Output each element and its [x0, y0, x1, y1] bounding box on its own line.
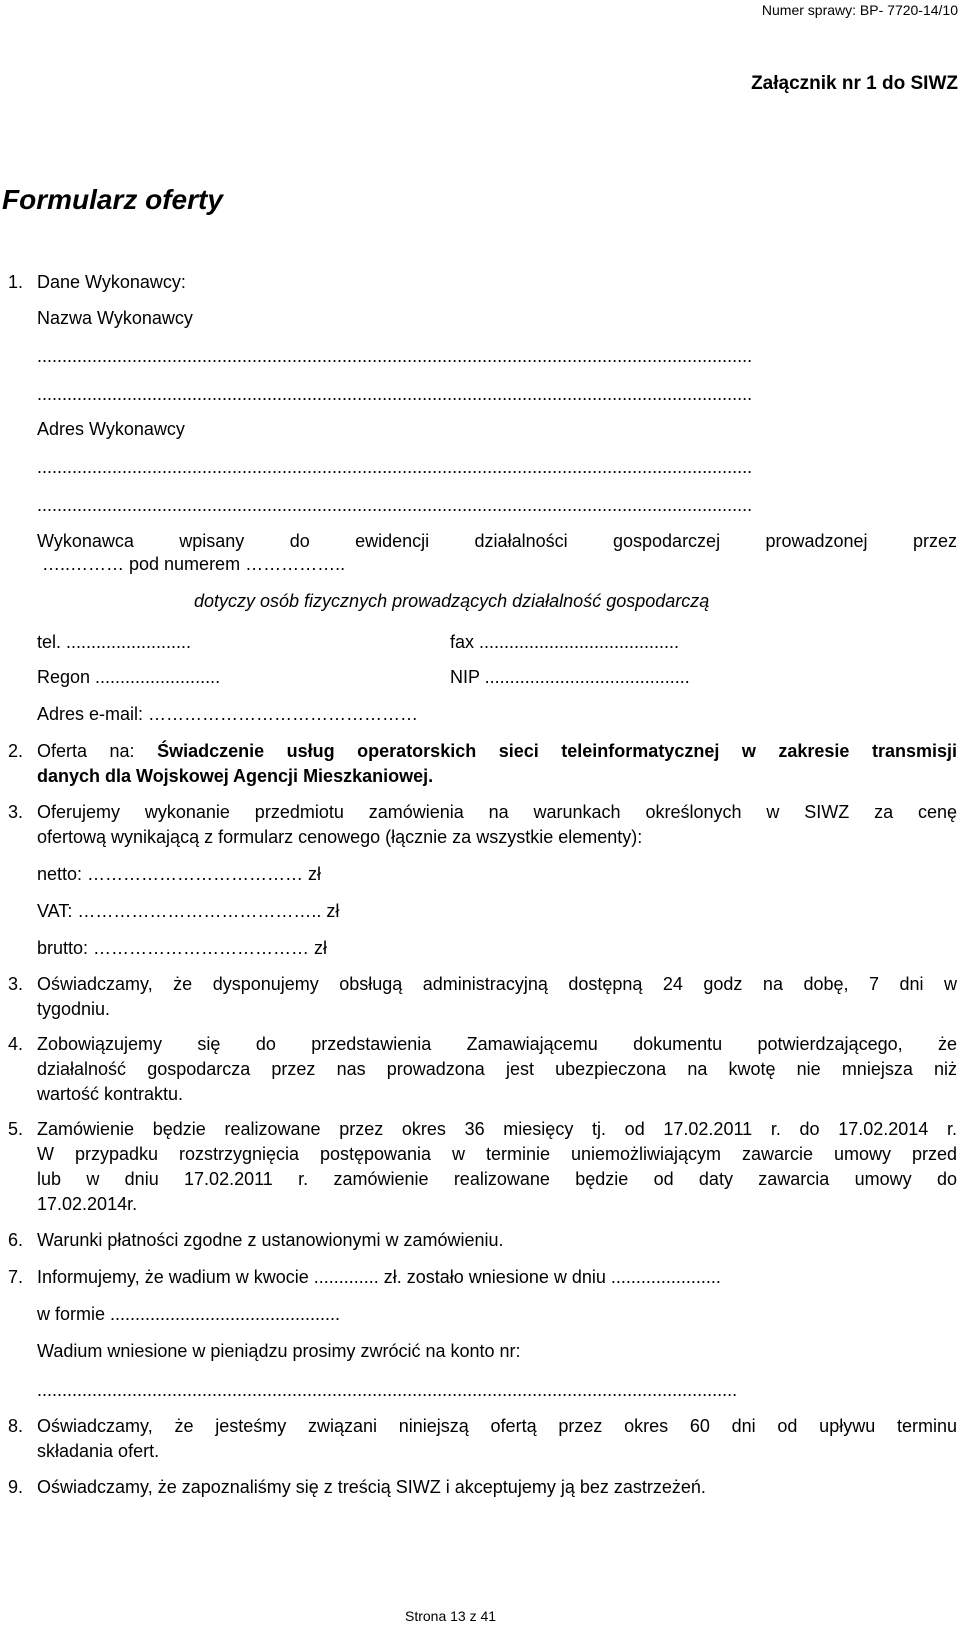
- section-3a-line: ofertową wynikającą z formularz cenowego (łącznie za wszystkie elementy):: [37, 827, 643, 847]
- section-5-text: [37, 1118, 957, 1218]
- section-9-text: Oświadczamy, że zapoznaliśmy się z treścią SIWZ i akceptujemy ją bez zastrzeżeń.: [37, 1477, 706, 1497]
- attachment-label: Załącznik nr 1 do SIWZ: [751, 73, 958, 94]
- section-3b-line: tygodniu.: [37, 999, 111, 1019]
- name-dots-2[interactable]: ...............................................................................................................................................: [37, 384, 753, 404]
- registry-line-1: [37, 530, 957, 552]
- section-8-line: Oświadczamy, że jesteśmy związani niniejszą ofertą przez okres 60 dni od upływu terminu: [37, 1416, 957, 1436]
- case-number: Numer sprawy: BP- 7720-14/10: [761, 2, 958, 18]
- page-number: Strona 13 z 41: [405, 1608, 497, 1624]
- registry-word: Wykonawca: [37, 531, 134, 551]
- section-6-number: 6.: [8, 1230, 24, 1250]
- section-8-number: 8.: [8, 1416, 24, 1436]
- regon-field[interactable]: Regon .........................: [37, 667, 221, 687]
- section-5-line: 17.02.2014r.: [37, 1194, 138, 1214]
- section-5-line: Zamówienie będzie realizowane przez okres 36 miesięcy tj. od 17.02.2011 r. do 17.02.2014 r.: [37, 1119, 957, 1139]
- section-3a-number: 3.: [8, 802, 24, 822]
- email-field[interactable]: Adres e-mail: ………………………………………: [37, 704, 419, 724]
- section-5-number: 5.: [8, 1119, 24, 1139]
- registry-note: dotyczy osób fizycznych prowadzących działalność gospodarczą: [194, 591, 710, 611]
- section-2-text: [37, 740, 957, 790]
- tel-field[interactable]: tel. .........................: [37, 632, 192, 652]
- section-9-number: 9.: [8, 1477, 24, 1497]
- registry-word: ewidencji: [355, 531, 430, 551]
- address-dots-2[interactable]: ...............................................................................................................................................: [37, 495, 753, 515]
- section-1-number: 1.: [8, 272, 24, 292]
- section-5-line: W przypadku rozstrzygnięcia postępowania w terminie uniemożliwiającym zawarcie umowy przed: [37, 1144, 957, 1164]
- section-4-line: wartość kontraktu.: [37, 1084, 184, 1104]
- registry-word: przez: [912, 531, 957, 551]
- registry-word: gospodarczej: [613, 531, 721, 551]
- registry-word: do: [289, 531, 310, 551]
- section-3b-line: Oświadczamy, że dysponujemy obsługą administracyjną dostępną 24 godz na dobę, 7 dni w: [37, 974, 957, 994]
- registry-word: działalności: [474, 531, 568, 551]
- name-dots-1[interactable]: ...............................................................................................................................................: [37, 346, 753, 366]
- offer-subject: Świadczenie usług operatorskich sieci teleinformatycznej w zakresie transmisji: [157, 741, 957, 761]
- form-title: Formularz oferty: [2, 184, 223, 215]
- section-8-line: składania ofert.: [37, 1441, 160, 1461]
- section-5-line: lub w dniu 17.02.2011 r. zamówienie realizowane będzie od daty zawarcia umowy do: [37, 1169, 957, 1189]
- netto-field[interactable]: netto: ……………………………… zł: [37, 864, 322, 884]
- offer-prefix: Oferta na:: [37, 741, 158, 761]
- section-4-line: działalność gospodarcza przez nas prowadzona jest ubezpieczona na kwotę nie mniejsza niż: [37, 1059, 957, 1079]
- nip-field[interactable]: NIP .........................................: [450, 667, 690, 687]
- section-4-line: Zobowiązujemy się do przedstawienia Zamawiającemu dokumentu potwierdzającego, że: [37, 1034, 957, 1054]
- registry-word: wpisany: [179, 531, 245, 551]
- vat-field[interactable]: VAT: ………………………………….. zł: [37, 901, 340, 921]
- section-2-number: 2.: [8, 741, 24, 761]
- section-8-text: [37, 1415, 957, 1465]
- section-2-line: danych dla Wojskowej Agencji Mieszkaniowej.: [37, 766, 434, 786]
- section-3a-line: Oferujemy wykonanie przedmiotu zamówienia na warunkach określonych w SIWZ za cenę: [37, 802, 957, 822]
- section-3b-text: [37, 973, 957, 1023]
- address-dots-1[interactable]: ...............................................................................................................................................: [37, 457, 753, 477]
- section-4-text: [37, 1033, 957, 1108]
- name-label: Nazwa Wykonawcy: [37, 308, 193, 328]
- address-label: Adres Wykonawcy: [37, 419, 185, 439]
- deposit-form-line[interactable]: w formie ..............................................: [37, 1304, 341, 1324]
- registry-word: prowadzonej: [765, 531, 868, 551]
- registry-line-2[interactable]: …..……… pod numerem ……………..: [42, 554, 346, 574]
- section-7-number: 7.: [8, 1267, 24, 1287]
- section-6-text: Warunki płatności zgodne z ustanowionymi w zamówieniu.: [37, 1230, 504, 1250]
- fax-field[interactable]: fax ........................................: [450, 632, 680, 652]
- section-1-heading: Dane Wykonawcy:: [37, 272, 186, 292]
- deposit-return-label: Wadium wniesione w pieniądzu prosimy zwrócić na konto nr:: [37, 1341, 521, 1361]
- section-4-number: 4.: [8, 1034, 24, 1054]
- account-number-field[interactable]: ............................................................................................................................................: [37, 1380, 738, 1400]
- section-2-line: [37, 740, 957, 765]
- section-3a-text: [37, 801, 957, 851]
- section-3b-number: 3.: [8, 974, 24, 994]
- brutto-field[interactable]: brutto: ……………………………… zł: [37, 938, 328, 958]
- deposit-amount-line[interactable]: Informujemy, że wadium w kwocie ............. zł. zostało wniesione w dniu ......................: [37, 1267, 721, 1287]
